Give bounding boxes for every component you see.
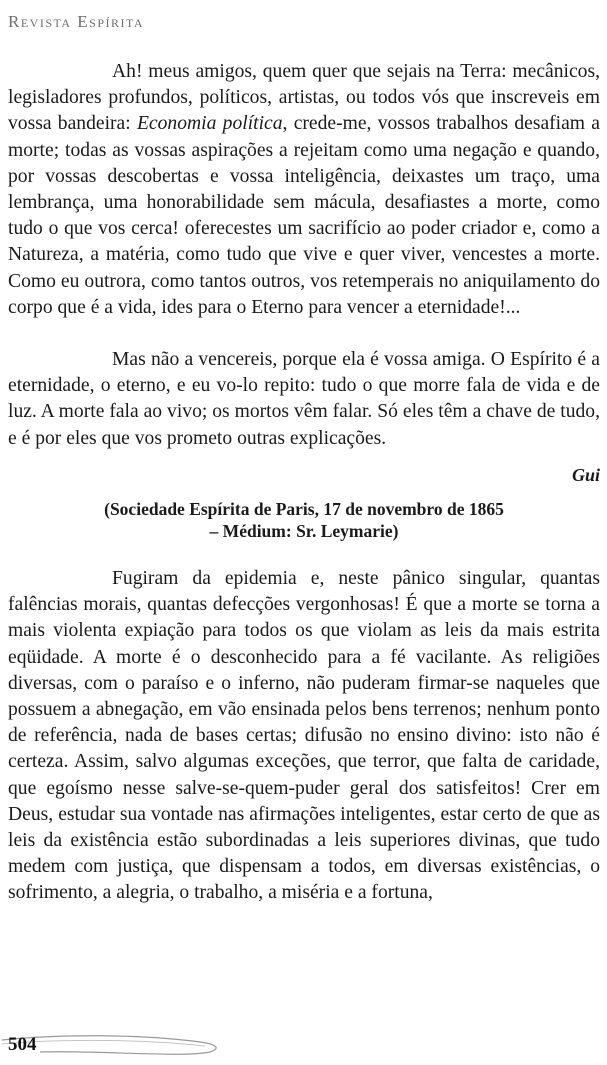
page-number: 504 [8,1034,37,1055]
source-line-1: (Sociedade Espírita de Paris, 17 de novembro de 1865 [104,499,504,520]
paragraph-1-text-a: Ah! meus amigos, quem quer que sejais na Terra: mecânicos, legisladores profundos, políticos, artistas, ou todos vós que inscreveis em vossa bandeira: [8,61,600,135]
paragraph-1-emphasis: Economia política [136,113,283,135]
running-head: Revista Espírita [8,12,145,31]
paragraph-3: Fugiram da epidemia e, neste pânico singular, quantas falências morais, quantas defecções vergonhosas! É que a morte se torna a mais violenta expiação para todos os que violam as leis da mais estrita eqüidade. A morte é o desconhecido para a fé vacilante. As religiões diversas, com o paraíso e o inferno, não puderam firmar-se naqueles que possuem a abnegação, em vão ensinada pelos bens terrenos; nenhum ponto de referência, nada de bases certas; difusão no ensino divino: isto não é certeza. Assim, salvo algumas exceções, que terror, que falta de caridade, que egoísmo nesse salve-se-quem-puder geral dos satisfeitos! Crer em Deus, estudar sua vontade nas afirmações inteligentes, estar certo de que as leis da existência estão subordinadas a leis superiores divinas, que tudo medem com justiça, que dispensam a todos, em diversas existências, o sofrimento, a alegria, o trabalho, a miséria e a fortuna, [8,568,600,904]
paragraph-1 [8,59,600,321]
paragraph-2: Mas não a vencereis, porque ela é vossa amiga. O Espírito é a eternidade, o eterno, e eu vo-lo repito: tudo o que morre fala de vida e de luz. A morte fala ao vivo; os mortos vêm falar. Só eles têm a chave de tudo, e é por eles que vos prometo outras explicações. [8,349,600,449]
source-note [8,498,600,542]
paragraph-1-text-b: , crede-me, vossos trabalhos desafiam a morte; todas as vossas aspirações a rejeitam como uma negação e quando, por vossas descobertas e vossa inteligência, deixastes um traço, uma lembrança, uma honorabilidade sem mácula, desafiastes a morte, como tudo o que vos cerca! oferecestes um sacrifício ao poder criador e, como a Natureza, a matéria, como tudo que vive e quer viver, vencestes a morte. Como eu outrora, como tantos outros, vos retemperais no aniquilamento do corpo que é a vida, ides para o Eterno para vencer a eternidade!... [8,113,600,318]
signature: Gui [571,464,600,485]
body-text [8,59,600,907]
source-line-2: – Médium: Sr. Leymarie) [209,521,399,542]
